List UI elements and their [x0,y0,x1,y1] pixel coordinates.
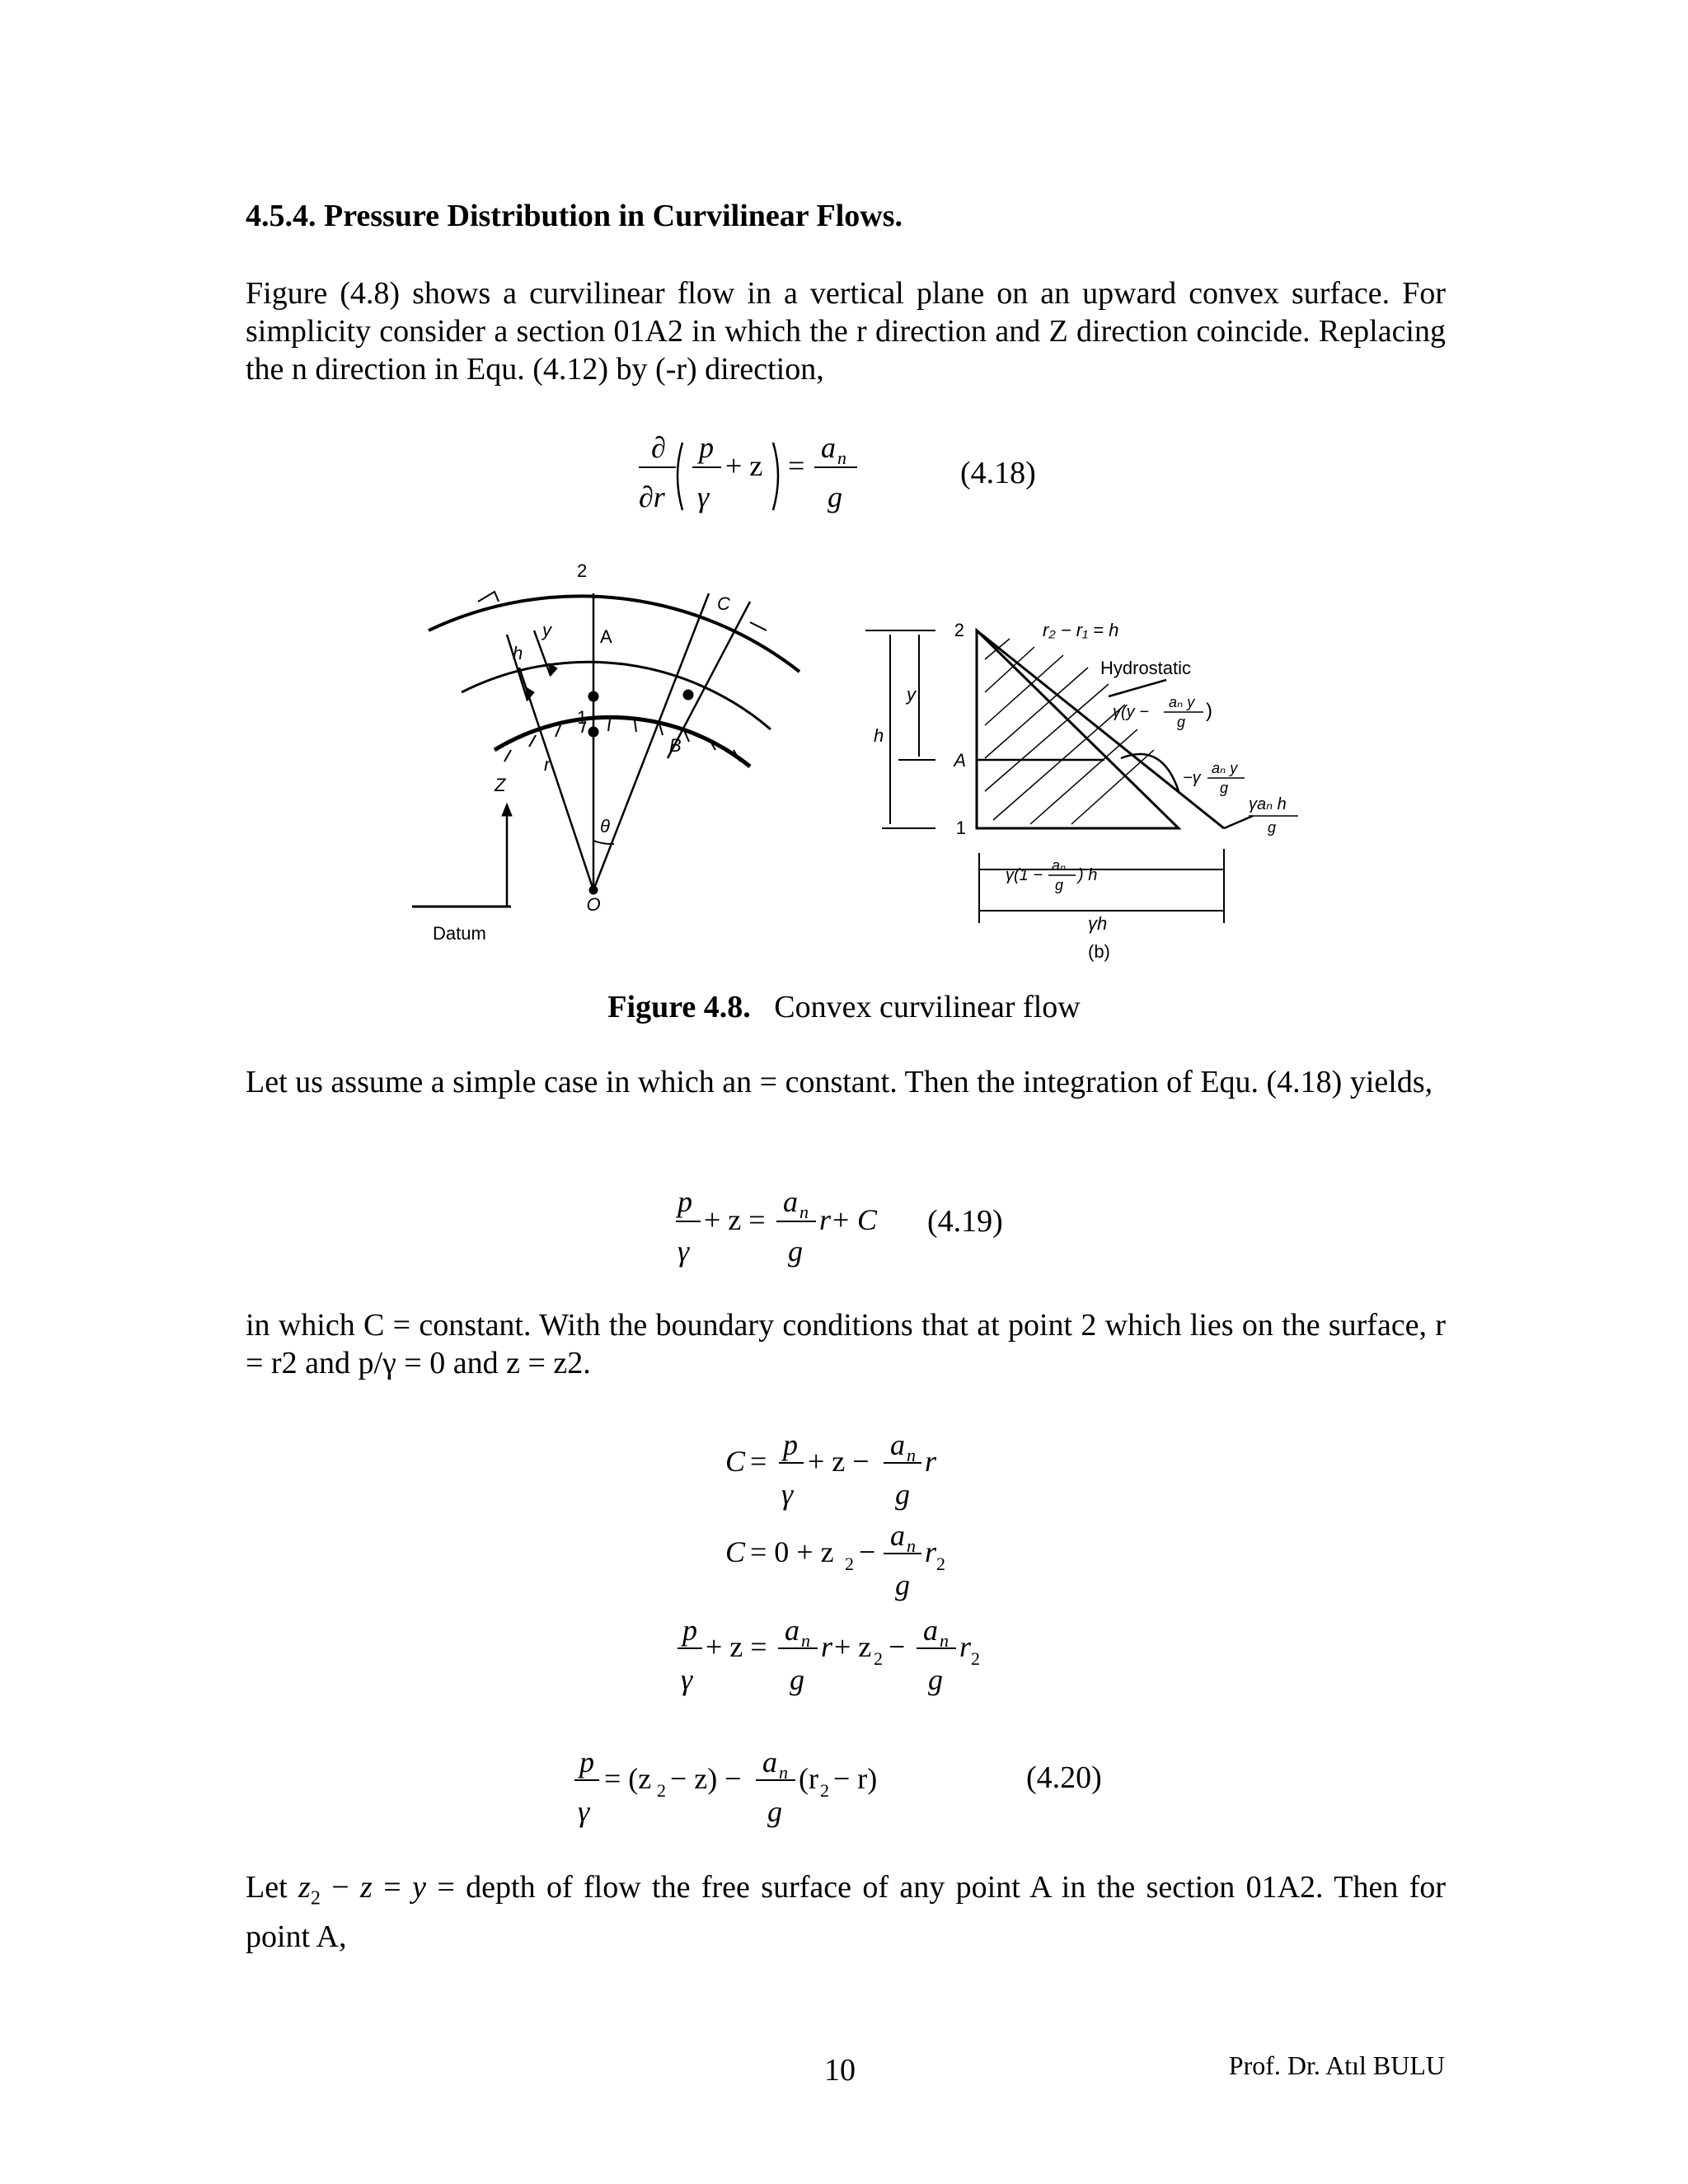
svg-text:r: r [925,1445,937,1478]
svg-text:g: g [828,480,842,513]
svg-text:p: p [699,431,714,464]
svg-text:γ: γ [578,1795,590,1828]
let-depth-paragraph: Let $z_2 - z = y$ = depth of flow the free surface of any point A in the section 01A2. Then for point A, [246,1870,1447,1954]
label-z: Z [495,775,506,795]
svg-text:+: + [832,1203,850,1236]
svg-text:γ: γ [781,1478,794,1511]
svg-text:aₙ y: aₙ y [1169,694,1195,710]
label-gamma-h: γh [1088,913,1108,934]
svg-text:= 0 + z: = 0 + z [750,1535,834,1568]
svg-text:g: g [767,1795,782,1828]
svg-text:γ: γ [681,1663,693,1696]
svg-text:n: n [907,1445,916,1465]
figure-caption-text: Convex curvilinear flow [774,990,1081,1024]
svg-text:g: g [928,1663,943,1696]
svg-text:+ z =: + z = [704,1203,766,1236]
equation-4-18 [626,433,874,532]
equation-4-19-label: (4.19) [927,1204,1003,1239]
svg-text:) h: ) h [1078,866,1098,884]
svg-text:r: r [819,1203,832,1236]
label-y: y [542,620,551,640]
svg-text:γ(1 −: γ(1 − [1006,866,1043,884]
label-b-h: h [874,725,884,746]
label-b-y: y [907,684,916,705]
svg-text:g: g [1177,714,1186,730]
svg-text:2: 2 [936,1554,945,1574]
svg-text:r: r [821,1630,833,1663]
svg-text:g: g [1055,877,1064,893]
svg-text:γ: γ [697,480,710,513]
svg-text:−: − [859,1535,876,1568]
label-c: C [717,593,730,614]
label-r: r [544,754,551,775]
label-b: B [669,735,682,756]
figure-drawing [433,544,1335,964]
figure-caption [0,989,1688,1025]
svg-text:r: r [925,1535,937,1568]
svg-text:=: = [788,449,805,482]
label-datum: Datum [433,923,486,944]
svg-text:a: a [762,1746,777,1779]
svg-text:+ z =: + z = [706,1630,767,1663]
label-a: A [600,626,612,647]
figure-part-a-labels [433,560,730,944]
svg-text:p: p [783,1428,798,1461]
svg-text:= (z: = (z [604,1762,652,1795]
svg-text:g: g [895,1568,910,1601]
label-hydrostatic: Hydrostatic [1100,658,1192,678]
svg-text:C: C [725,1445,746,1478]
svg-text:g: g [1220,780,1229,796]
svg-text:n: n [801,1630,810,1651]
svg-text:g: g [790,1663,804,1696]
svg-text:): ) [1206,700,1212,722]
svg-text:2: 2 [971,1648,980,1669]
svg-text:n: n [799,1202,809,1222]
svg-text:a: a [783,1185,798,1218]
svg-text:p: p [678,1185,692,1218]
svg-text:aₙ y: aₙ y [1212,760,1238,776]
derivation-equations [676,1422,1022,1702]
label-2: 2 [577,560,588,581]
svg-text:+ z: + z [834,1630,872,1663]
svg-text:a: a [890,1428,905,1461]
page-number: 10 [824,2053,856,2088]
let-depth-text: depth of flow the free surface of any point A in the section 01A2. Then for point A, [246,1870,1447,1954]
svg-text:∂: ∂ [651,431,666,464]
svg-text:aₙ: aₙ [1052,857,1067,874]
svg-text:g: g [895,1478,910,1511]
equation-4-20-label: (4.20) [1026,1760,1102,1795]
label-theta: θ [600,816,610,837]
svg-text:+ z −: + z − [808,1445,870,1478]
svg-text:2: 2 [845,1554,854,1574]
svg-text:a: a [923,1614,938,1647]
svg-text:n: n [779,1762,788,1783]
label-b-2: 2 [954,620,964,640]
svg-text:2: 2 [657,1780,666,1801]
label-b-a: A [954,750,966,771]
svg-text:2: 2 [874,1648,883,1669]
equation-4-19 [676,1179,923,1277]
equation-4-18-label: (4.18) [960,456,1036,490]
svg-text:n: n [940,1630,949,1651]
intro-paragraph: Figure (4.8) shows a curvilinear flow in a vertical plane on an upward convex surface. For simplicity consider a section 01A2 in which the r direction and Z direction coincide. Replacing the n direction in Equ. (4.12) by (-r) direction, [246,276,1446,387]
svg-text:C: C [857,1203,878,1236]
svg-text:γaₙ h: γaₙ h [1249,795,1287,813]
svg-text:r: r [959,1630,972,1663]
svg-text:+ z: + z [725,449,763,482]
svg-text:γ: γ [678,1235,690,1268]
figure-4-8 [433,544,1335,968]
svg-text:n: n [837,448,846,468]
svg-text:− z) −: − z) − [670,1762,742,1795]
svg-text:−γ: −γ [1183,769,1201,787]
label-part-b: (b) [1088,941,1110,962]
svg-text:a: a [785,1614,799,1647]
svg-text:=: = [750,1445,767,1478]
svg-text:a: a [890,1519,905,1552]
label-1: 1 [577,707,588,728]
figure-caption-number: Figure 4.8. [607,990,751,1024]
svg-text:∂r: ∂r [639,480,665,513]
assume-paragraph: Let us assume a simple case in which an = constant. Then the integration of Equ. (4.18) yields, [246,1065,1433,1099]
svg-text:p: p [682,1614,697,1647]
label-b-1: 1 [955,818,966,838]
boundary-paragraph: in which C = constant. With the boundary conditions that at point 2 which lies on the surface, r = r2 and p/γ = 0 and z = z2. [246,1308,1446,1380]
svg-text:g: g [1268,819,1277,836]
svg-text:a: a [821,431,836,464]
label-h: h [513,643,523,663]
svg-text:n: n [907,1535,916,1556]
equation-4-20 [573,1739,919,1838]
svg-text:2: 2 [820,1780,829,1801]
svg-text:γ(y −: γ(y − [1113,703,1149,721]
svg-text:(r: (r [799,1762,818,1795]
section-heading: 4.5.4. Pressure Distribution in Curvilinear Flows. [246,199,903,233]
svg-text:C: C [725,1535,746,1568]
label-r2-minus-r1: r₂ − r₁ = h [1043,620,1119,640]
svg-text:g: g [788,1235,803,1268]
svg-text:− r): − r) [833,1762,878,1795]
author-name: Prof. Dr. Atıl BULU [1228,2050,1445,2080]
label-o: O [586,894,601,915]
svg-text:p: p [579,1746,594,1779]
svg-text:−: − [889,1630,906,1663]
